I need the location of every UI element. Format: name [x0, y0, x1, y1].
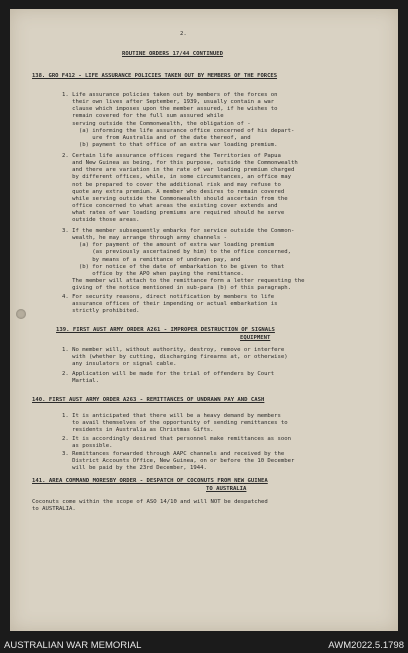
text-line: office by the APO when paying the remittance.	[62, 270, 244, 277]
text-line: remain covered for the full sum assured while	[62, 113, 224, 120]
punch-hole	[16, 309, 26, 319]
footer-credit: AUSTRALIAN WAR MEMORIAL	[4, 640, 142, 651]
text-line: will be paid by the 23rd December, 1944.	[62, 465, 207, 472]
text-line: not be prepared to cover the additional risk and may refuse to	[62, 181, 281, 188]
text-line: 2. Application will be made for the trial of offenders by Court	[62, 371, 275, 377]
text-line: what rates of war loading premiums are required should he serve	[62, 210, 285, 217]
text-line: 1. Life assurance policies taken out by members of the forces on	[62, 92, 278, 98]
document-page	[10, 9, 398, 631]
section-138-title: 138. GRO F412 - LIFE ASSURANCE POLICIES TAKEN OUT BY MEMBERS OF THE FORCES	[32, 73, 278, 79]
section-141-title-cont: TO AUSTRALIA	[206, 486, 247, 492]
text-line: ure from Australia and of the date thereof, and	[62, 134, 251, 141]
text-line: 1. No member will, without authority, destroy, remove or interfere	[62, 347, 285, 353]
text-line: (b) payment to that office of an extra war loading premium.	[62, 142, 278, 149]
text-line: (b) for notice of the date of embarkation to be given to that	[62, 263, 285, 270]
text-line: and New Guinea as being, for this purpose, outside the Commonwealth	[62, 160, 298, 167]
text-line: 3. Remittances forwarded through AAPC channels and received by the	[62, 451, 285, 457]
text-line: quote any extra premium. A member who desires to remain covered	[62, 188, 285, 195]
footer-bar	[0, 636, 408, 653]
text-line: wealth, he may arrange through army channels -	[62, 235, 228, 242]
footer-accession-id: AWM2022.5.1798	[328, 640, 404, 651]
section-140-title: 140. FIRST AUST ARMY ORDER A263 - REMITTANCES OF UNDRAWN PAY AND CASH	[32, 397, 265, 403]
text-line: 2. It is accordingly desired that personnel make remittances as soon	[62, 436, 292, 442]
text-line: any insulators or signal cable.	[62, 361, 177, 368]
text-line: to AUSTRALIA.	[32, 506, 76, 513]
text-line: The member will attach to the remittance form a letter requesting the	[62, 278, 305, 285]
text-line: their own lives after September, 1939, usually contain a war	[62, 99, 275, 106]
text-line: strictly prohibited.	[62, 308, 140, 315]
text-line: (a) informing the life assurance office concerned of his depart-	[62, 127, 295, 134]
text-line: Coconuts come within the scope of ASO 14/10 and will NOT be despatched	[32, 499, 268, 505]
text-line: 4. For security reasons, direct notification by members to life	[62, 294, 275, 300]
text-line: while serving outside the Commonwealth should ascertain from the	[62, 195, 288, 202]
section-139-title-cont: EQUIPMENT	[240, 335, 271, 341]
section-139-title: 139. FIRST AUST ARMY ORDER A261 - IMPROPER DESTRUCTION OF SIGNALS	[56, 327, 275, 333]
text-line: giving of the notice mentioned in sub-para (b) of this paragraph.	[62, 285, 292, 292]
text-line: residents in Australia as Christmas Gifts.	[62, 427, 214, 434]
page-number: 2.	[180, 31, 187, 37]
section-141-title: 141. AREA COMMAND MORESBY ORDER - DESPATCH OF COCONUTS FROM NEW GUINEA	[32, 478, 268, 484]
text-line: serving outside the Commonwealth, the obligation of -	[62, 120, 251, 127]
text-line: by different offices, while, in some circumstances, an office may	[62, 174, 292, 181]
text-line: (a) for payment of the amount of extra war loading premium	[62, 242, 275, 249]
text-line: to avail themselves of the opportunity of sending remittances to	[62, 420, 288, 427]
orders-heading: ROUTINE ORDERS 17/44 CONTINUED	[122, 51, 224, 57]
text-line: assurance offices of their impending or actual embarkation is	[62, 301, 278, 308]
text-line: Martial.	[62, 378, 100, 385]
text-line: outside those areas.	[62, 217, 140, 224]
text-line: 2. Certain life assurance offices regard the Territories of Papua	[62, 153, 281, 159]
text-line: office concerned to what areas the existing cover extends and	[62, 203, 278, 210]
text-line: and there are variation in the rate of war loading premium charged	[62, 167, 295, 174]
text-line: as possible.	[62, 443, 113, 450]
text-line: clause which imposes upon the member assured, if he wishes to	[62, 106, 278, 113]
text-line: 3. If the member subsequently embarks for service outside the Common-	[62, 228, 295, 234]
text-line: with (whether by cutting, discharging firearms at, or otherwise)	[62, 354, 288, 361]
text-line: 1. It is anticipated that there will be a heavy demand by members	[62, 413, 281, 419]
text-line: by means of a remittance of undrawn pay, and	[62, 256, 241, 263]
text-line: District Accounts Office, New Guinea, on or before the 10 December	[62, 458, 295, 465]
text-line: (as previously ascertained by him) to the office concerned,	[62, 249, 292, 256]
